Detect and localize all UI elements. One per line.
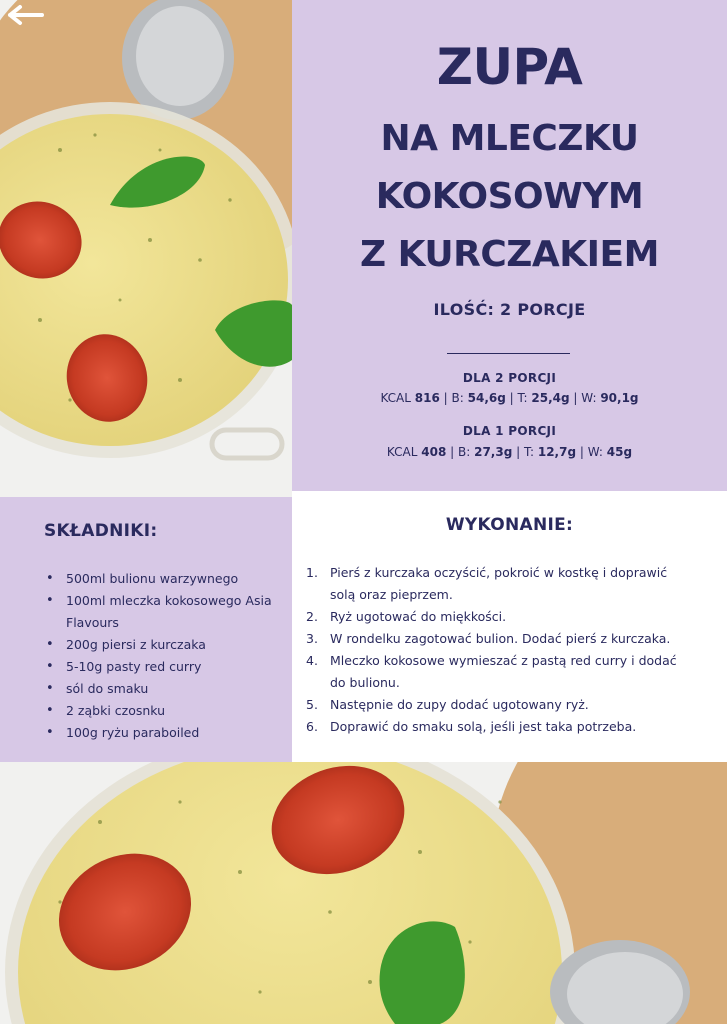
soup-photo-top xyxy=(0,0,292,497)
kcal-label: KCAL xyxy=(386,445,418,459)
instructions-panel xyxy=(292,491,727,762)
carbs-label: W: xyxy=(581,391,597,405)
ingredient-item: • sól do smaku xyxy=(44,678,284,700)
kcal-label: KCAL xyxy=(380,391,411,405)
ingredient-item: • 2 ząbki czosnku xyxy=(44,700,284,722)
recipe-title-line-3: KOKOSOWYM xyxy=(375,176,644,217)
soup-bowl-illustration xyxy=(0,0,292,497)
ingredients-panel xyxy=(0,497,292,762)
carbs-label: W: xyxy=(587,445,603,459)
instruction-step xyxy=(306,562,696,606)
instruction-step xyxy=(306,716,696,738)
nutrition-1-values: KCAL 408 | B: 27,3g | T: 12,7g | W: 45g xyxy=(386,445,633,459)
step-number: 1. xyxy=(306,565,318,580)
step-text: Mleczko kokosowe wymieszać z pastą red curry i dodać do bulionu. xyxy=(330,653,677,690)
ingredients-title: SKŁADNIKI: xyxy=(44,521,158,541)
step-text: Doprawić do smaku solą, jeśli jest taka potrzeba. xyxy=(330,719,637,734)
fat-label: T: xyxy=(523,445,535,459)
fat-value: 25,4g xyxy=(531,391,570,405)
carbs-value: 45g xyxy=(606,445,633,459)
protein-label: B: xyxy=(451,391,464,405)
ingredient-item: • 100ml mleczka kokosowego Asia Flavours xyxy=(44,590,284,634)
divider-line xyxy=(447,353,570,354)
ingredient-item: • 500ml bulionu warzywnego xyxy=(44,568,284,590)
fat-label: T: xyxy=(517,391,528,405)
recipe-header-panel xyxy=(292,0,727,491)
nutrition-2-values: KCAL 816 | B: 54,6g | T: 25,4g | W: 90,1g xyxy=(380,391,639,405)
kcal-value: 816 xyxy=(414,391,440,405)
step-text: W rondelku zagotować bulion. Dodać pierś z kurczaka. xyxy=(330,631,671,646)
step-text: Pierś z kurczaka oczyścić, pokroić w kostkę i doprawić solą oraz pieprzem. xyxy=(330,565,668,602)
ingredient-item: • 100g ryżu paraboiled xyxy=(44,722,284,744)
fat-value: 12,7g xyxy=(537,445,577,459)
instruction-step xyxy=(306,606,696,628)
step-number: 4. xyxy=(306,653,318,668)
ingredients-list xyxy=(44,568,284,744)
step-number: 5. xyxy=(306,697,318,712)
step-number: 2. xyxy=(306,609,318,624)
ingredient-item: • 5-10g pasty red curry xyxy=(44,656,284,678)
step-number: 3. xyxy=(306,631,318,646)
instruction-step xyxy=(306,650,696,694)
ingredient-item: • 200g piersi z kurczaka xyxy=(44,634,284,656)
recipe-title-line-2: NA MLECZKU xyxy=(380,118,639,159)
soup-bowl-illustration xyxy=(0,762,727,1024)
instructions-list xyxy=(306,562,696,738)
instructions-title: WYKONANIE: xyxy=(445,515,574,535)
back-arrow-icon[interactable] xyxy=(6,4,46,26)
protein-value: 27,3g xyxy=(474,445,513,459)
nutrition-1-heading: DLA 1 PORCJI xyxy=(462,424,557,438)
instruction-step xyxy=(306,628,696,650)
soup-photo-bottom xyxy=(0,762,727,1024)
instruction-step xyxy=(306,694,696,716)
recipe-title-line-1: ZUPA xyxy=(436,38,583,96)
step-text: Ryż ugotować do miękkości. xyxy=(330,609,507,624)
nutrition-2-heading: DLA 2 PORCJI xyxy=(462,371,557,385)
servings-count: ILOŚĆ: 2 PORCJE xyxy=(433,300,586,319)
protein-value: 54,6g xyxy=(467,391,506,405)
protein-label: B: xyxy=(457,445,471,459)
recipe-title-line-4: Z KURCZAKIEM xyxy=(360,234,659,275)
step-number: 6. xyxy=(306,719,318,734)
step-text: Następnie do zupy dodać ugotowany ryż. xyxy=(330,697,589,712)
carbs-value: 90,1g xyxy=(600,391,639,405)
kcal-value: 408 xyxy=(421,445,447,459)
